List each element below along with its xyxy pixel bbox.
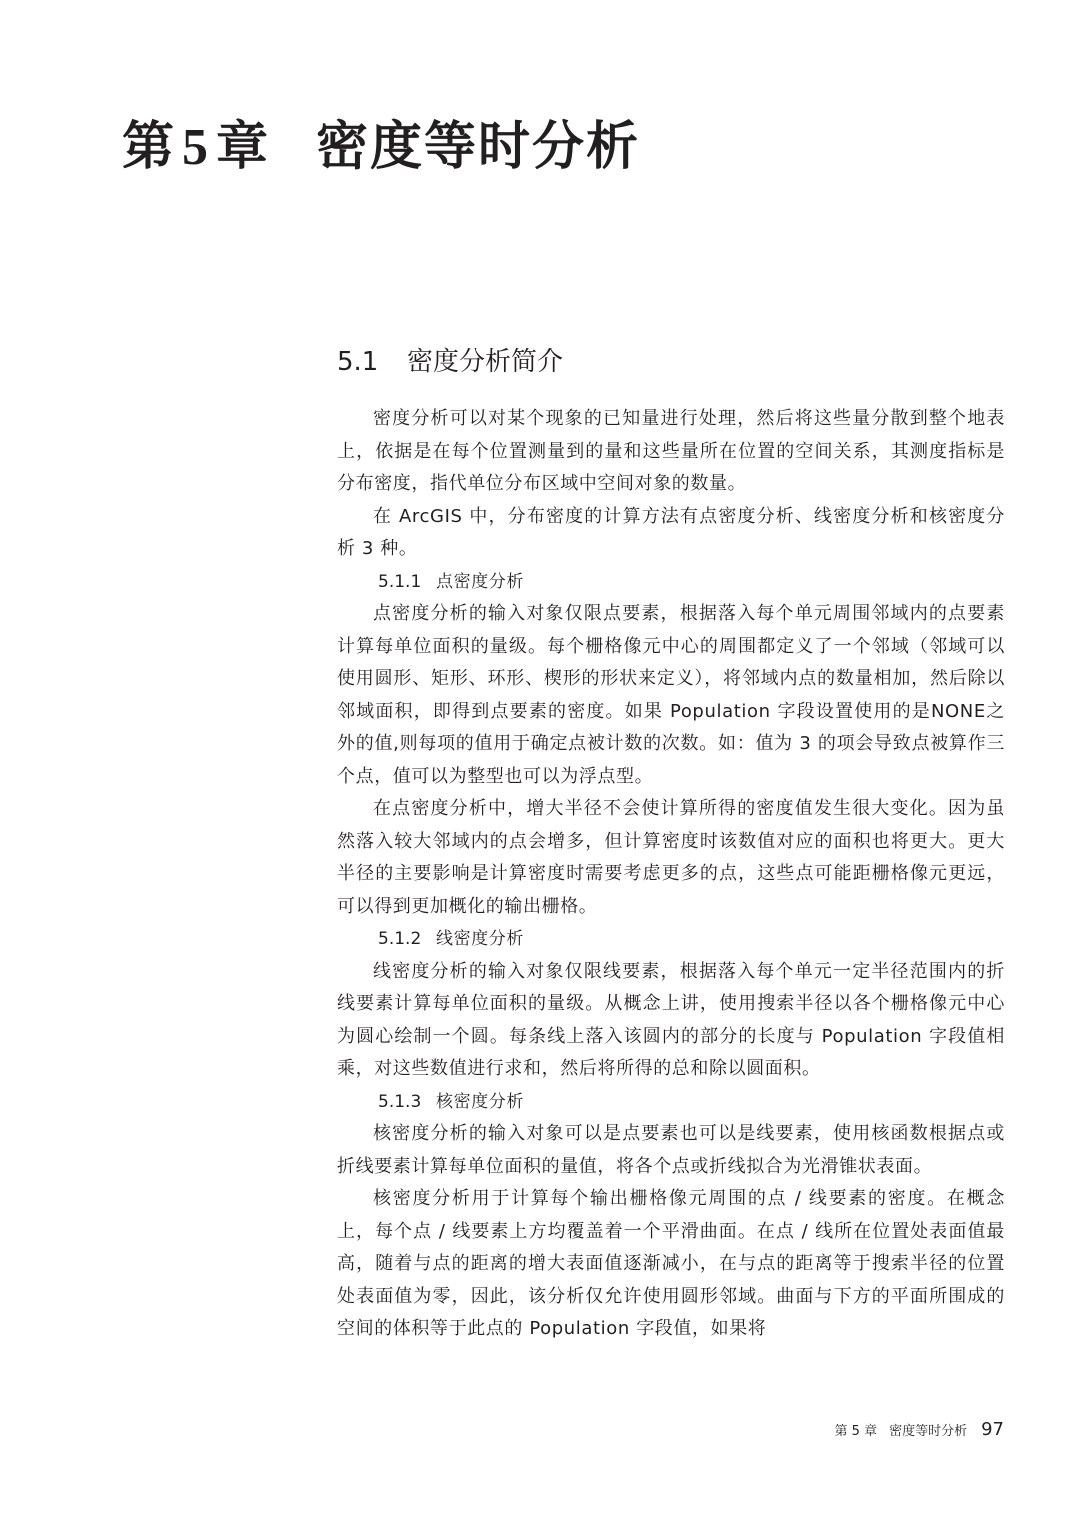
paragraph-intro-1: 密度分析可以对某个现象的已知量进行处理，然后将这些量分散到整个地表上，依据是在每个位置测量到的量和这些量所在位置的空间关系，其测度指标是分布密度，指代单位分布区域中空间对象的数量。 [337,408,1005,494]
subsection-heading-line-density [337,923,1005,956]
chapter-name: 密度等时分析 [316,116,641,177]
subsection-heading-point-density [337,566,1005,599]
running-head-title: 密度等时分析 [889,1424,968,1439]
paragraph-kernel-1: 核密度分析的输入对象可以是点要素也可以是线要素，使用核函数根据点或折线要素计算每单位面积的量值，将各个点或折线拟合为光滑锥状表面。 [337,1123,1005,1177]
subsection-name: 点密度分析 [436,571,524,592]
paragraph-kernel-2: 核密度分析用于计算每个输出栅格像元周围的点 / 线要素的密度。在概念上，每个点 / 线要素上方均覆盖着一个平滑曲面。在点 / 线所在位置处表面值最高，随着与点的距离的增大表面值逐渐减小，在与点的距离等于搜索半径的位置处表面值为零，因此，该分析仅允许使用圆形邻域。曲面与下方的平面所围成的空间的体积等于此点的 Population 字段值，如果将 [337,1188,1005,1339]
paragraph-line-1: 线密度分析的输入对象仅限线要素，根据落入每个单元一定半径范围内的折线要素计算每单位面积的量级。从概念上讲，使用搜索半径以各个栅格像元中心为圆心绘制一个圆。每条线上落入该圆内的部分的长度与 Population 字段值相乘，对这些数值进行求和，然后将所得的总和除以圆面积。 [337,960,1005,1079]
chapter-title [122,112,640,183]
chapter-prefix: 第 [122,116,177,177]
subsection-number: 5.1.1 [378,571,422,592]
page-number: 97 [981,1419,1004,1440]
running-head-chapter: 第 5 章 [834,1424,878,1439]
chapter-number: 5 [182,119,211,176]
paragraph-point-2: 在点密度分析中，增大半径不会使计算所得的密度值发生很大变化。因为虽然落入较大邻域内的点会增多，但计算密度时该数值对应的面积也将更大。更大半径的主要影响是计算密度时需要考虑更多的点，这些点可能距栅格像元更远，可以得到更加概化的输出栅格。 [337,798,1005,917]
section-name: 密度分析简介 [407,347,564,377]
subsection-heading-kernel-density [337,1086,1005,1119]
body-text [337,403,1005,1346]
paragraph-intro-2: 在 ArcGIS 中，分布密度的计算方法有点密度分析、线密度分析和核密度分析 3 种。 [337,505,1005,559]
subsection-name: 核密度分析 [436,1091,524,1112]
section-number: 5.1 [337,347,379,377]
subsection-name: 线密度分析 [436,929,524,949]
section-heading [337,343,563,381]
paragraph-point-1: 点密度分析的输入对象仅限点要素，根据落入每个单元周围邻域内的点要素计算每单位面积的量级。每个栅格像元中心的周围都定义了一个邻域（邻域可以使用圆形、矩形、环形、楔形的形状来定义），将邻域内点的数量相加，然后除以邻域面积，即得到点要素的密度。如果 Population 字段设置使用的是NONE之外的值,则每项的值用于确定点被计数的次数。如：值为 3 的项会导致点被算作三个点，值可以为整型也可以为浮点型。 [337,603,1005,787]
subsection-number: 5.1.3 [378,1091,422,1112]
subsection-number: 5.1.2 [378,929,422,949]
page-footer [835,1418,1004,1444]
chapter-suffix: 章 [216,116,271,177]
